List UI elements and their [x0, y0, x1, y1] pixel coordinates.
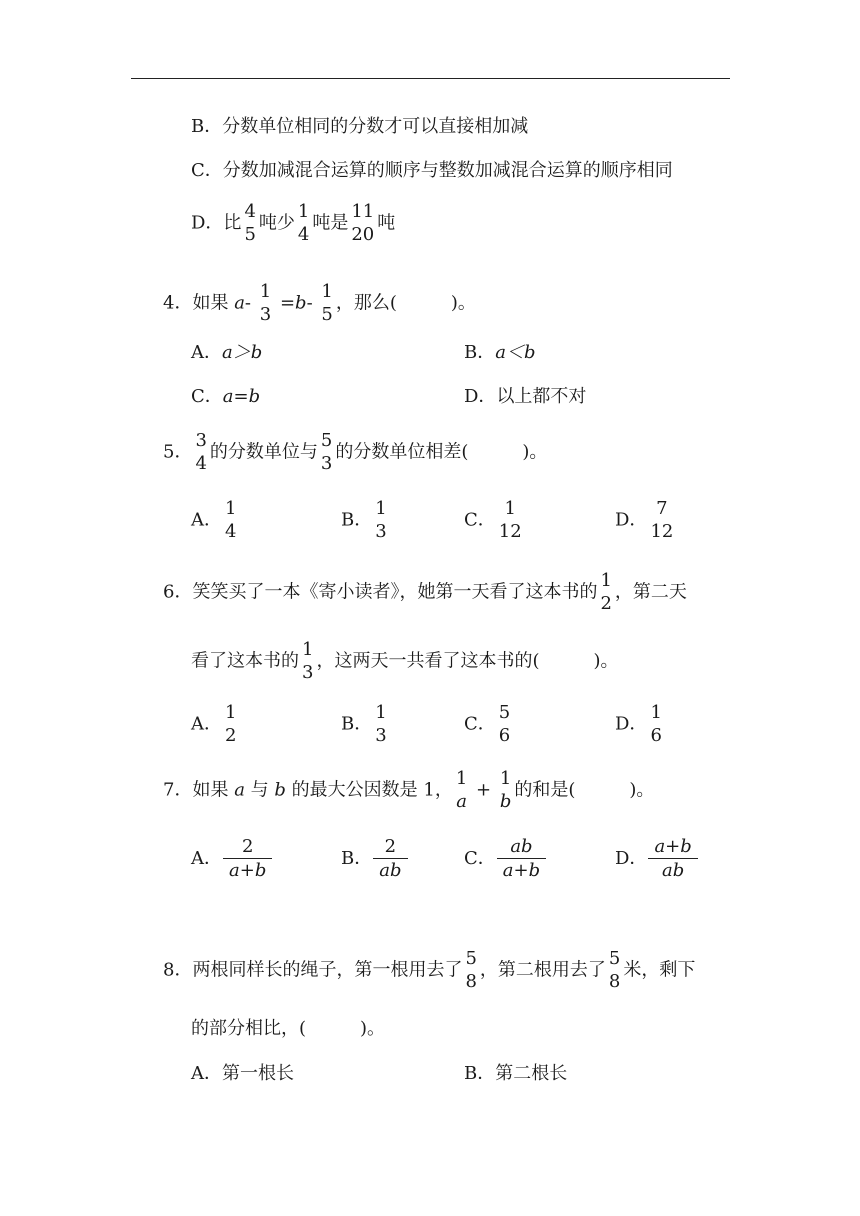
- q5-option-b: B． 1 3: [341, 498, 387, 542]
- question-5: 5． 3 4 的分数单位与 5 3 的分数单位相差( )。: [163, 430, 548, 474]
- q8-option-a: A．第一根长: [191, 1063, 294, 1084]
- q4-option-a: A．a＞b: [191, 342, 263, 363]
- fraction: 5 3: [320, 430, 333, 474]
- q3-option-b: B．分数单位相同的分数才可以直接相加减: [191, 116, 529, 137]
- fraction: 1 12: [498, 498, 522, 542]
- fraction: $\frac{ab}{a+b}$: [497, 838, 546, 880]
- fraction: 1 b: [499, 768, 512, 812]
- fraction: $\frac{2}{ab}$: [373, 838, 407, 880]
- fraction: 1 3: [259, 281, 272, 325]
- q4-option-d: D．以上都不对: [464, 386, 587, 407]
- fraction: 1 5: [321, 281, 333, 325]
- q3-option-d: D．比 4 5 吨少 1 4 吨是 11 20 吨: [191, 201, 396, 245]
- q7-option-c: C． $\frac{ab}{a+b}$: [464, 838, 547, 880]
- q7-option-a: A． $\frac{2}{a+b}$: [191, 838, 273, 880]
- fraction: 5 8: [465, 948, 477, 992]
- q6-option-a: A． 1 2: [191, 702, 237, 746]
- fraction: 3 4: [195, 430, 207, 474]
- q5-option-a: A． 1 4: [191, 498, 237, 542]
- question-6-line-1: 6．笑笑买了一本《寄小读者》，她第一天看了这本书的 1 2 ，第二天: [163, 570, 687, 614]
- q4-option-b: B．a＜b: [464, 342, 536, 363]
- q6-option-d: D． 1 6: [615, 702, 662, 746]
- header-rule: [131, 78, 730, 79]
- fraction: 1 2: [225, 702, 237, 746]
- question-8-line-2: 的部分相比，( )。: [191, 1018, 386, 1039]
- q4-option-c: C．a=b: [191, 386, 261, 407]
- fraction: 1 4: [225, 498, 237, 542]
- fraction: 1 3: [302, 639, 314, 683]
- fraction: 4 5: [244, 201, 256, 245]
- q3-option-c: C．分数加减混合运算的顺序与整数加减混合运算的顺序相同: [191, 160, 673, 181]
- q6-option-b: B． 1 3: [341, 702, 387, 746]
- fraction: 5 6: [498, 702, 511, 746]
- question-7: 7．如果 a 与 b 的最大公因数是 1， 1 a + 1 b 的和是( )。: [163, 768, 655, 812]
- fraction: 1 4: [297, 201, 310, 245]
- fraction: $\frac{a+b}{ab}$: [648, 838, 697, 880]
- fraction: 7 12: [650, 498, 674, 542]
- q5-option-d: D． 7 12: [615, 498, 674, 542]
- fraction: 1 3: [375, 702, 387, 746]
- fraction: 1 2: [600, 570, 612, 614]
- q8-option-b: B．第二根长: [464, 1063, 568, 1084]
- fraction: 5 8: [608, 948, 621, 992]
- question-6-line-2: 看了这本书的 1 3 ，这两天一共看了这本书的( )。: [191, 639, 619, 683]
- q7-option-d: D． $\frac{a+b}{ab}$: [615, 838, 699, 880]
- question-4: 4．如果 a- 1 3 =b- 1 5 ，那么( )。: [163, 281, 476, 325]
- q5-option-c: C． 1 12: [464, 498, 522, 542]
- fraction: 11 20: [351, 201, 375, 245]
- question-8-line-1: 8．两根同样长的绳子，第一根用去了 5 8 ，第二根用去了 5 8 米，剩下: [163, 948, 696, 992]
- q6-option-c: C． 5 6: [464, 702, 511, 746]
- q7-option-b: B． $\frac{2}{ab}$: [341, 838, 409, 880]
- fraction: 1 a: [455, 768, 468, 812]
- fraction: 1 6: [650, 702, 662, 746]
- fraction: $\frac{2}{a+b}$: [223, 838, 272, 880]
- fraction: 1 3: [375, 498, 387, 542]
